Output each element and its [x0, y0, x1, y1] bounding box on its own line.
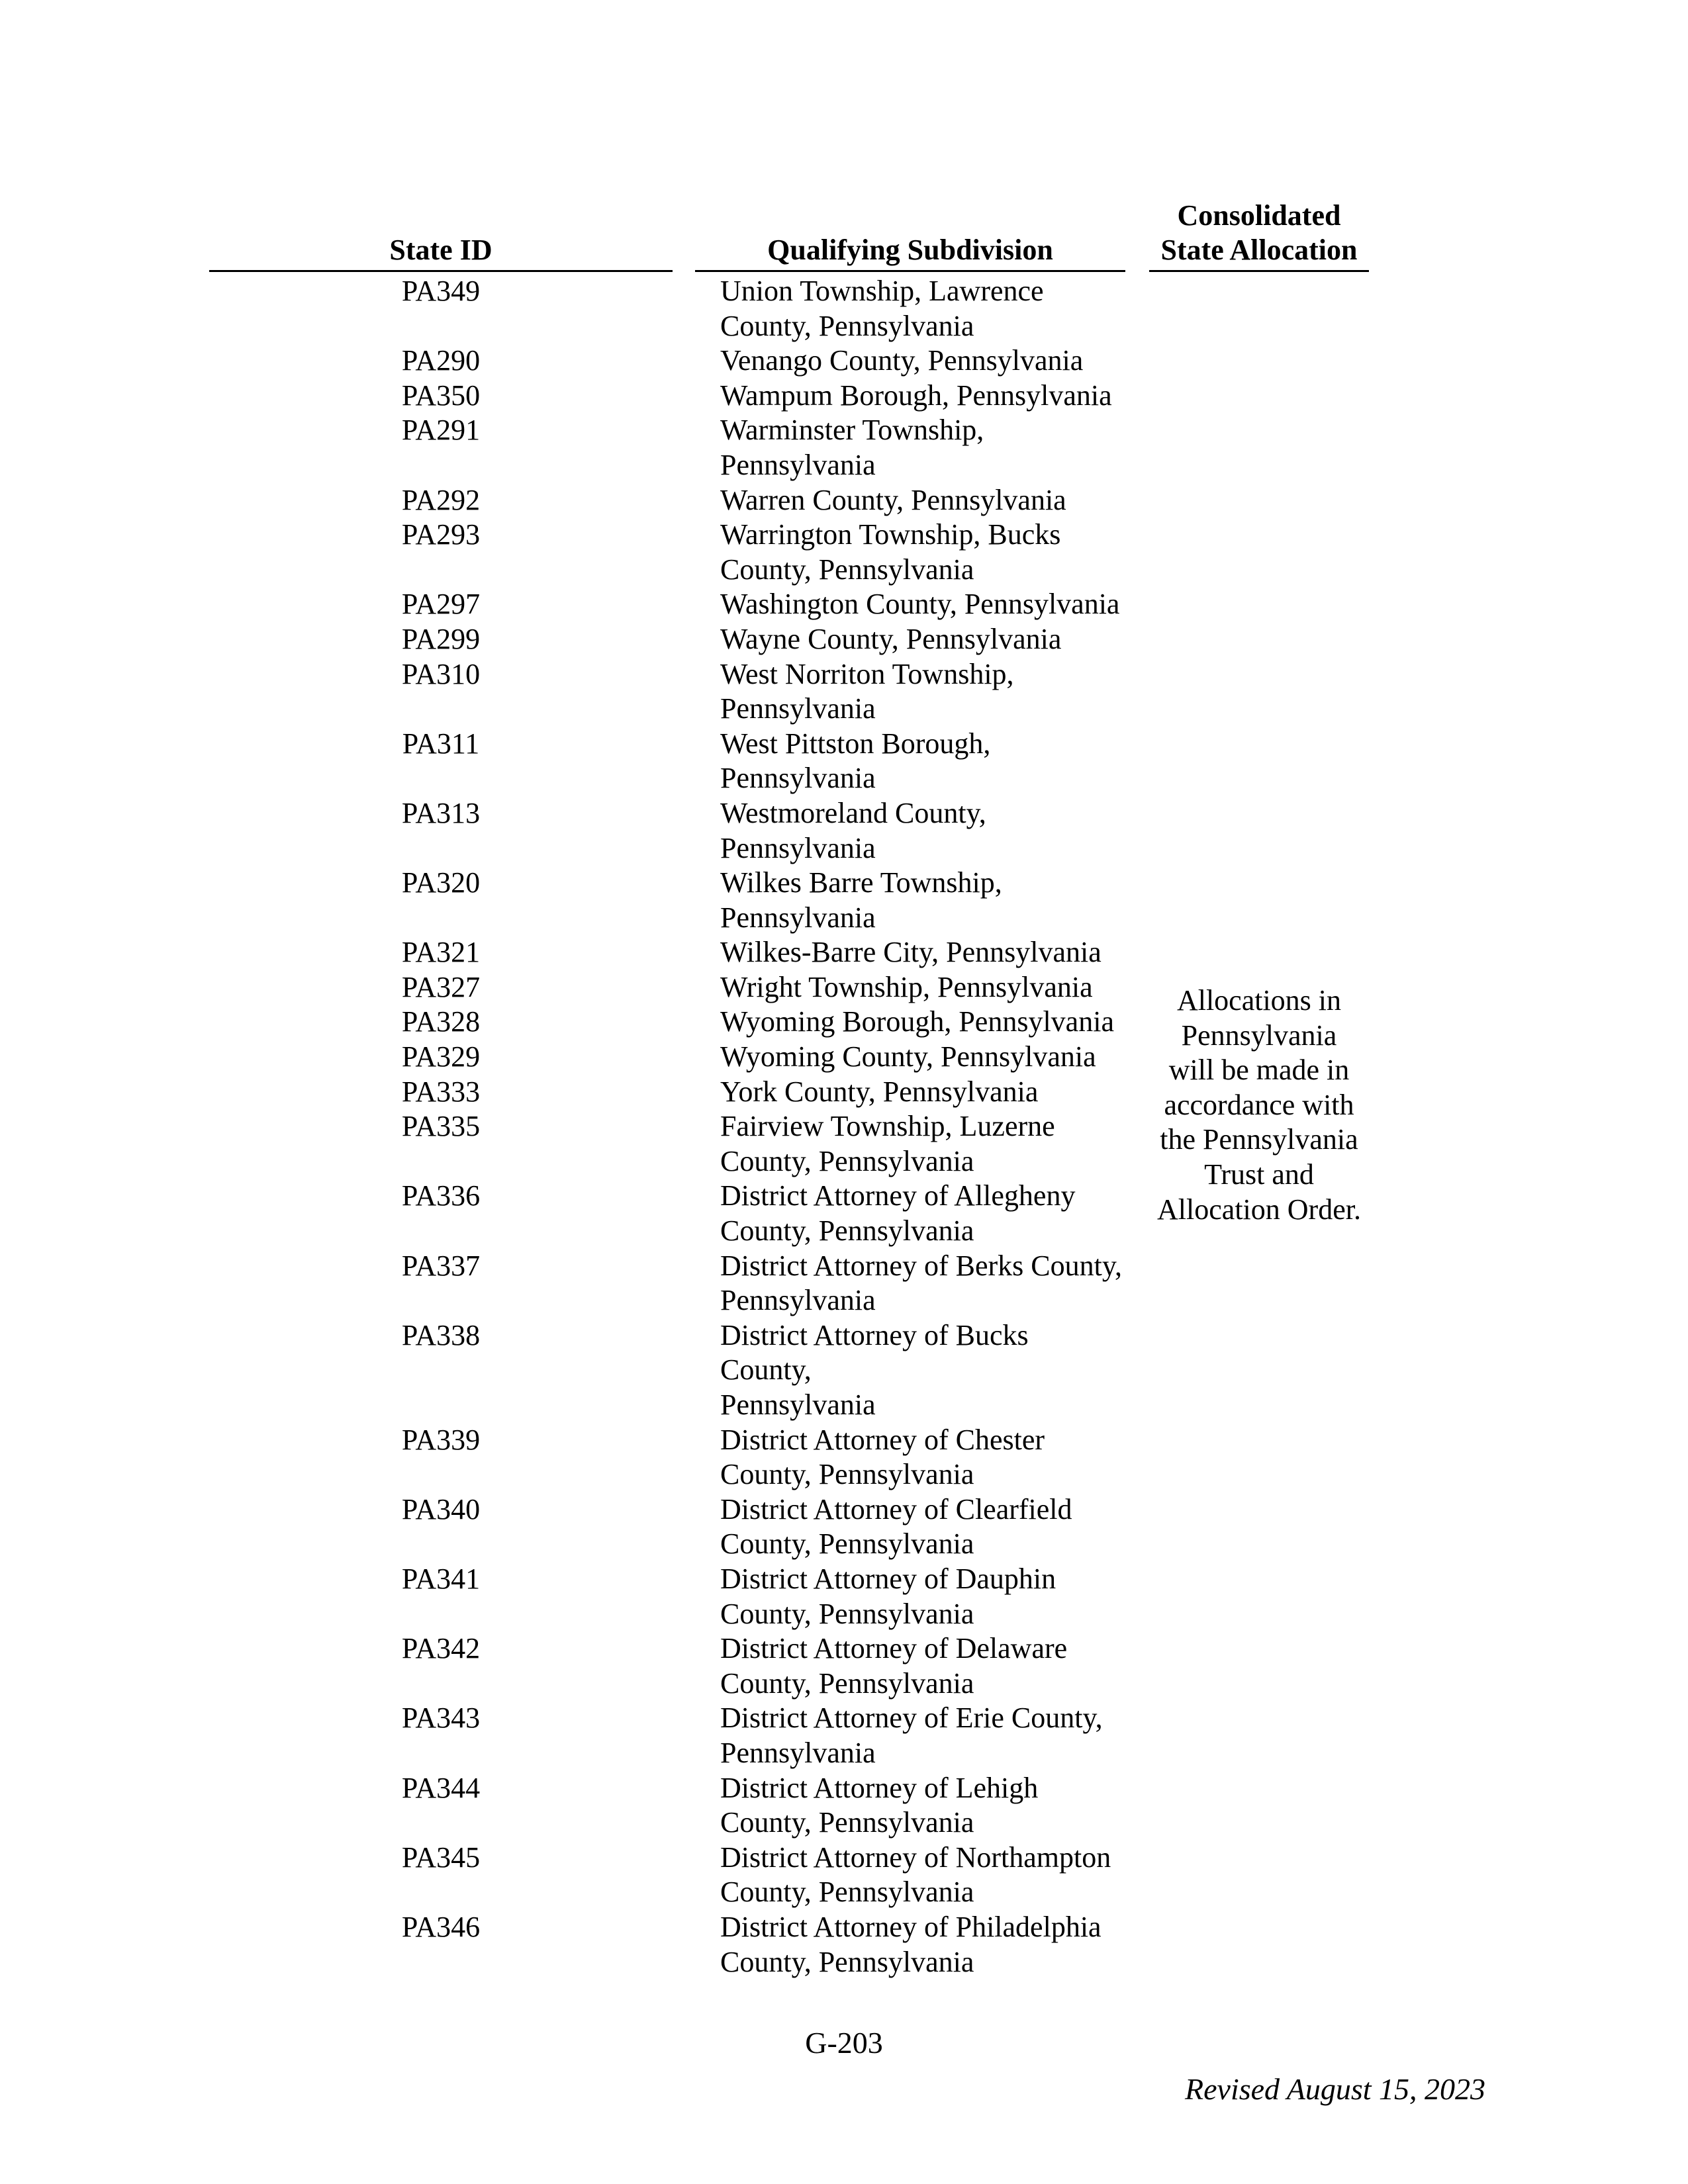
state-id-cell: PA329: [401, 1040, 481, 1073]
state-id-cell: PA310: [401, 657, 481, 690]
table-row: [209, 274, 1125, 343]
state-id-cell: PA299: [401, 622, 481, 655]
state-id-cell: PA335: [401, 1110, 481, 1143]
state-id-cell: PA290: [401, 344, 481, 377]
table-row: [209, 1701, 1125, 1770]
subdivision-cell: District Attorney of Dauphin County, Pennsylvania: [720, 1562, 1056, 1630]
subdivision-cell: West Norriton Township, Pennsylvania: [720, 657, 1014, 725]
allocation-note: Allocations in Pennsylvania will be made in accordance with the Pennsylvania Trust and Allocation Order.: [1157, 984, 1361, 1226]
state-id-cell: PA321: [401, 936, 481, 969]
table-row: [209, 935, 1125, 970]
state-id-cell: PA342: [401, 1632, 481, 1665]
subdivision-cell: Westmoreland County, Pennsylvania: [720, 796, 986, 864]
subdivision-cell: Warren County, Pennsylvania: [720, 483, 1066, 516]
table-row: [209, 1841, 1125, 1910]
subdivision-cell: District Attorney of Delaware County, Pennsylvania: [720, 1632, 1068, 1700]
state-id-cell: PA320: [401, 866, 481, 899]
state-id-cell: PA297: [401, 588, 481, 621]
table-row: [209, 866, 1125, 935]
state-id-cell: PA345: [401, 1841, 481, 1874]
table-row: [209, 1249, 1125, 1318]
subdivision-cell: District Attorney of Bucks County, Pennsylvania: [720, 1318, 1029, 1421]
table-row: [209, 1771, 1125, 1841]
state-id-cell: PA341: [401, 1562, 481, 1595]
state-id-cell: PA293: [401, 518, 481, 551]
table-row: [209, 1910, 1125, 1979]
subdivision-cell: District Attorney of Berks County, Pennsylvania: [720, 1249, 1122, 1317]
table-row: [209, 587, 1125, 622]
subdivision-cell: Union Township, Lawrence County, Pennsylvania: [720, 275, 1044, 342]
state-id-cell: PA328: [401, 1005, 481, 1038]
subdivision-cell: Wampum Borough, Pennsylvania: [720, 379, 1112, 412]
state-id-cell: PA337: [401, 1249, 481, 1282]
state-id-cell: PA339: [401, 1423, 481, 1456]
table-row: [209, 1109, 1125, 1179]
subdivision-cell: Warrington Township, Bucks County, Pennsylvania: [720, 518, 1061, 586]
subdivision-cell: Venango County, Pennsylvania: [720, 344, 1084, 377]
header-state-id: State ID: [389, 234, 492, 266]
state-id-cell: PA343: [401, 1702, 481, 1735]
subdivision-cell: Fairview Township, Luzerne County, Pennsylvania: [720, 1110, 1055, 1177]
header-underline-allocation: [1149, 270, 1369, 272]
table-row: [209, 379, 1125, 414]
table-row: [209, 1040, 1125, 1075]
header-qualifying-subdivision: Qualifying Subdivision: [767, 234, 1053, 266]
subdivision-cell: Wright Township, Pennsylvania: [720, 970, 1093, 1003]
subdivision-cell: Wayne County, Pennsylvania: [720, 622, 1062, 655]
subdivision-cell: District Attorney of Erie County, Pennsylvania: [720, 1702, 1103, 1769]
subdivision-cell: Washington County, Pennsylvania: [720, 588, 1120, 621]
table-row: [209, 1562, 1125, 1631]
subdivision-cell: District Attorney of Philadelphia County, Pennsylvania: [720, 1910, 1102, 1978]
table-row: [209, 343, 1125, 379]
page-number: G-203: [805, 2026, 883, 2060]
table-row: [209, 518, 1125, 587]
table-row: [209, 796, 1125, 866]
table-row: [209, 1318, 1125, 1423]
state-id-cell: PA313: [401, 796, 481, 829]
table-row: [209, 657, 1125, 727]
state-id-cell: PA311: [402, 727, 480, 760]
table-row: [209, 1631, 1125, 1701]
subdivision-cell: Warminster Township, Pennsylvania: [720, 414, 984, 481]
subdivision-cell: District Attorney of Chester County, Pennsylvania: [720, 1423, 1045, 1491]
subdivision-cell: York County, Pennsylvania: [720, 1075, 1039, 1108]
table-row: [209, 1179, 1125, 1248]
state-id-cell: PA350: [401, 379, 481, 412]
state-id-cell: PA327: [401, 970, 481, 1003]
subdivision-cell: Wilkes-Barre City, Pennsylvania: [720, 936, 1102, 969]
subdivision-cell: District Attorney of Allegheny County, Pennsylvania: [720, 1179, 1076, 1248]
table-row: [209, 622, 1125, 657]
table-row: [209, 727, 1125, 796]
subdivision-cell: West Pittston Borough, Pennsylvania: [720, 727, 991, 795]
state-id-cell: PA333: [401, 1075, 481, 1108]
table-body: [209, 274, 1125, 1979]
header-underline-state-id: [209, 270, 673, 272]
table-row: [209, 1075, 1125, 1110]
header-consolidated-state-allocation: Consolidated State Allocation: [1160, 199, 1358, 266]
table-row: [209, 970, 1125, 1005]
state-id-cell: PA349: [401, 275, 481, 307]
header-underline-subdivision: [695, 270, 1125, 272]
subdivision-cell: Wyoming County, Pennsylvania: [720, 1040, 1096, 1073]
table-row: [209, 413, 1125, 482]
state-id-cell: PA346: [401, 1910, 481, 1943]
state-id-cell: PA344: [401, 1771, 481, 1804]
subdivision-cell: District Attorney of Clearfield County, Pennsylvania: [720, 1492, 1072, 1561]
subdivision-cell: Wilkes Barre Township, Pennsylvania: [720, 866, 1002, 934]
state-id-cell: PA292: [401, 483, 481, 516]
state-id-cell: PA340: [401, 1492, 481, 1525]
table-row: [209, 1005, 1125, 1040]
state-id-cell: PA291: [401, 414, 481, 447]
state-id-cell: PA338: [401, 1318, 481, 1351]
subdivision-cell: District Attorney of Lehigh County, Pennsylvania: [720, 1771, 1039, 1839]
subdivision-cell: Wyoming Borough, Pennsylvania: [720, 1005, 1114, 1038]
table-row: [209, 1492, 1125, 1562]
revised-date: Revised August 15, 2023: [1185, 2072, 1485, 2106]
subdivision-cell: District Attorney of Northampton County, Pennsylvania: [720, 1841, 1111, 1909]
table-row: [209, 483, 1125, 518]
table-row: [209, 1423, 1125, 1492]
state-id-cell: PA336: [401, 1179, 481, 1212]
